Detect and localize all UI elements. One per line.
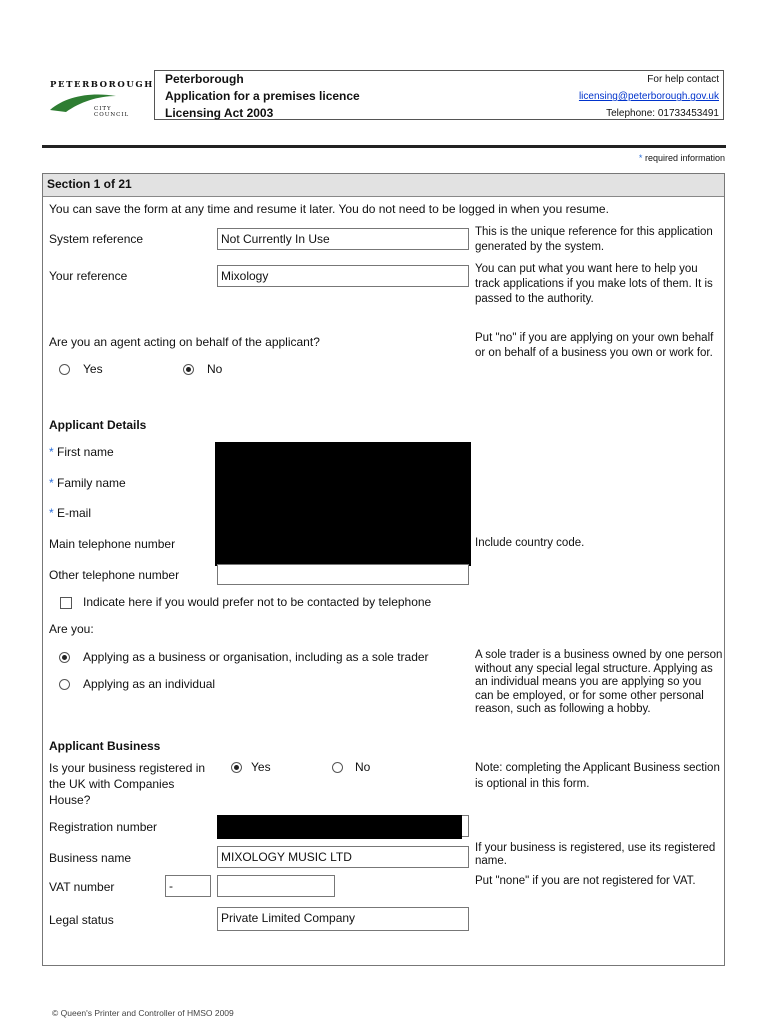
agent-yes-radio[interactable] (59, 364, 70, 375)
vat-number-field[interactable] (217, 875, 335, 897)
vat-country-prefix-field[interactable]: - (165, 875, 211, 897)
email-text: E-mail (57, 506, 92, 520)
header-title-line-3: Licensing Act 2003 (165, 106, 274, 120)
header-title-line-1: Peterborough (165, 72, 244, 86)
required-star: * (638, 153, 643, 163)
applicant-details-heading: Applicant Details (49, 418, 147, 432)
no-telephone-contact-label: Indicate here if you would prefer not to be contacted by telephone (83, 595, 432, 609)
form-header (154, 70, 724, 120)
redacted-registration-number (217, 815, 462, 839)
legal-status-label: Legal status (49, 913, 114, 927)
other-phone-label: Other telephone number (49, 568, 180, 582)
your-reference-label: Your reference (49, 269, 128, 283)
email-required-star: * (49, 506, 54, 520)
are-you-label: Are you: (49, 622, 94, 636)
companies-house-question: Is your business registered in the UK with Companies House? (49, 761, 206, 807)
help-phone: Telephone: 01733453491 (606, 108, 719, 119)
required-info-text: required information (644, 153, 725, 163)
first-name-label (49, 445, 114, 459)
registered-yes-label: Yes (251, 760, 271, 774)
header-title-line-2: Application for a premises licence (165, 89, 360, 103)
main-phone-label: Main telephone number (49, 537, 176, 551)
section-title: Section 1 of 21 (47, 177, 132, 191)
individual-applicant-radio[interactable] (59, 679, 70, 690)
copyright-footer: © Queen's Printer and Controller of HMSO 2009 (52, 1008, 234, 1018)
your-reference-help: You can put what you want here to help you track applications if you make lots of them. It is passed to the authority. (475, 263, 713, 305)
help-email-link[interactable]: licensing@peterborough.gov.uk (578, 91, 719, 102)
logo-top-text: PETERBOROUGH (50, 80, 154, 90)
applicant-business-heading: Applicant Business (49, 739, 161, 753)
section-header (43, 174, 724, 197)
registered-yes-radio[interactable] (231, 762, 242, 773)
other-phone-field[interactable] (217, 564, 469, 585)
registered-no-radio[interactable] (332, 762, 343, 773)
logo-bottom-text: CITY COUNCIL (94, 106, 130, 118)
email-label (49, 506, 91, 520)
sole-trader-help: A sole trader is a business owned by one person without any special legal structure. Applying as an individual means you are applying so you can be employed, or for some other personal reason, such as following a hobby. (475, 649, 723, 715)
header-divider (42, 145, 726, 148)
family-name-required-star: * (49, 476, 54, 490)
first-name-required-star: * (49, 445, 54, 459)
no-telephone-contact-checkbox[interactable] (60, 597, 72, 609)
agent-no-label: No (207, 362, 223, 376)
business-name-label: Business name (49, 851, 132, 865)
agent-question-help: Put "no" if you are applying on your own behalf or on behalf of a business you own or work for. (475, 332, 714, 359)
business-name-field[interactable]: MIXOLOGY MUSIC LTD (217, 846, 469, 868)
required-info-note (639, 153, 725, 163)
registration-number-label: Registration number (49, 820, 158, 834)
individual-applicant-label: Applying as an individual (83, 677, 216, 691)
business-name-help: If your business is registered, use its registered name. (475, 842, 716, 867)
registered-no-label: No (355, 760, 371, 774)
agent-question-label: Are you an agent acting on behalf of the applicant? (49, 335, 320, 349)
agent-no-radio[interactable] (183, 364, 194, 375)
redacted-applicant-fields (215, 442, 471, 566)
family-name-text: Family name (57, 476, 126, 490)
applicant-business-note: Note: completing the Applicant Business section is optional in this form. (475, 762, 720, 790)
your-reference-field[interactable]: Mixology (217, 265, 469, 287)
system-reference-label: System reference (49, 232, 144, 246)
vat-number-label: VAT number (49, 880, 115, 894)
system-reference-help: This is the unique reference for this application generated by the system. (475, 226, 713, 253)
council-logo (46, 78, 154, 120)
legal-status-field[interactable]: Private Limited Company (217, 907, 469, 931)
agent-yes-label: Yes (83, 362, 103, 376)
main-phone-help: Include country code. (475, 537, 585, 549)
system-reference-field[interactable]: Not Currently In Use (217, 228, 469, 250)
business-applicant-label: Applying as a business or organisation, including as a sole trader (83, 650, 429, 664)
family-name-label (49, 476, 126, 490)
business-applicant-radio[interactable] (59, 652, 70, 663)
vat-help: Put "none" if you are not registered for VAT. (475, 875, 696, 887)
help-contact-label: For help contact (647, 74, 719, 85)
section-intro: You can save the form at any time and resume it later. You do not need to be logged in when you resume. (49, 202, 609, 216)
first-name-text: First name (57, 445, 114, 459)
